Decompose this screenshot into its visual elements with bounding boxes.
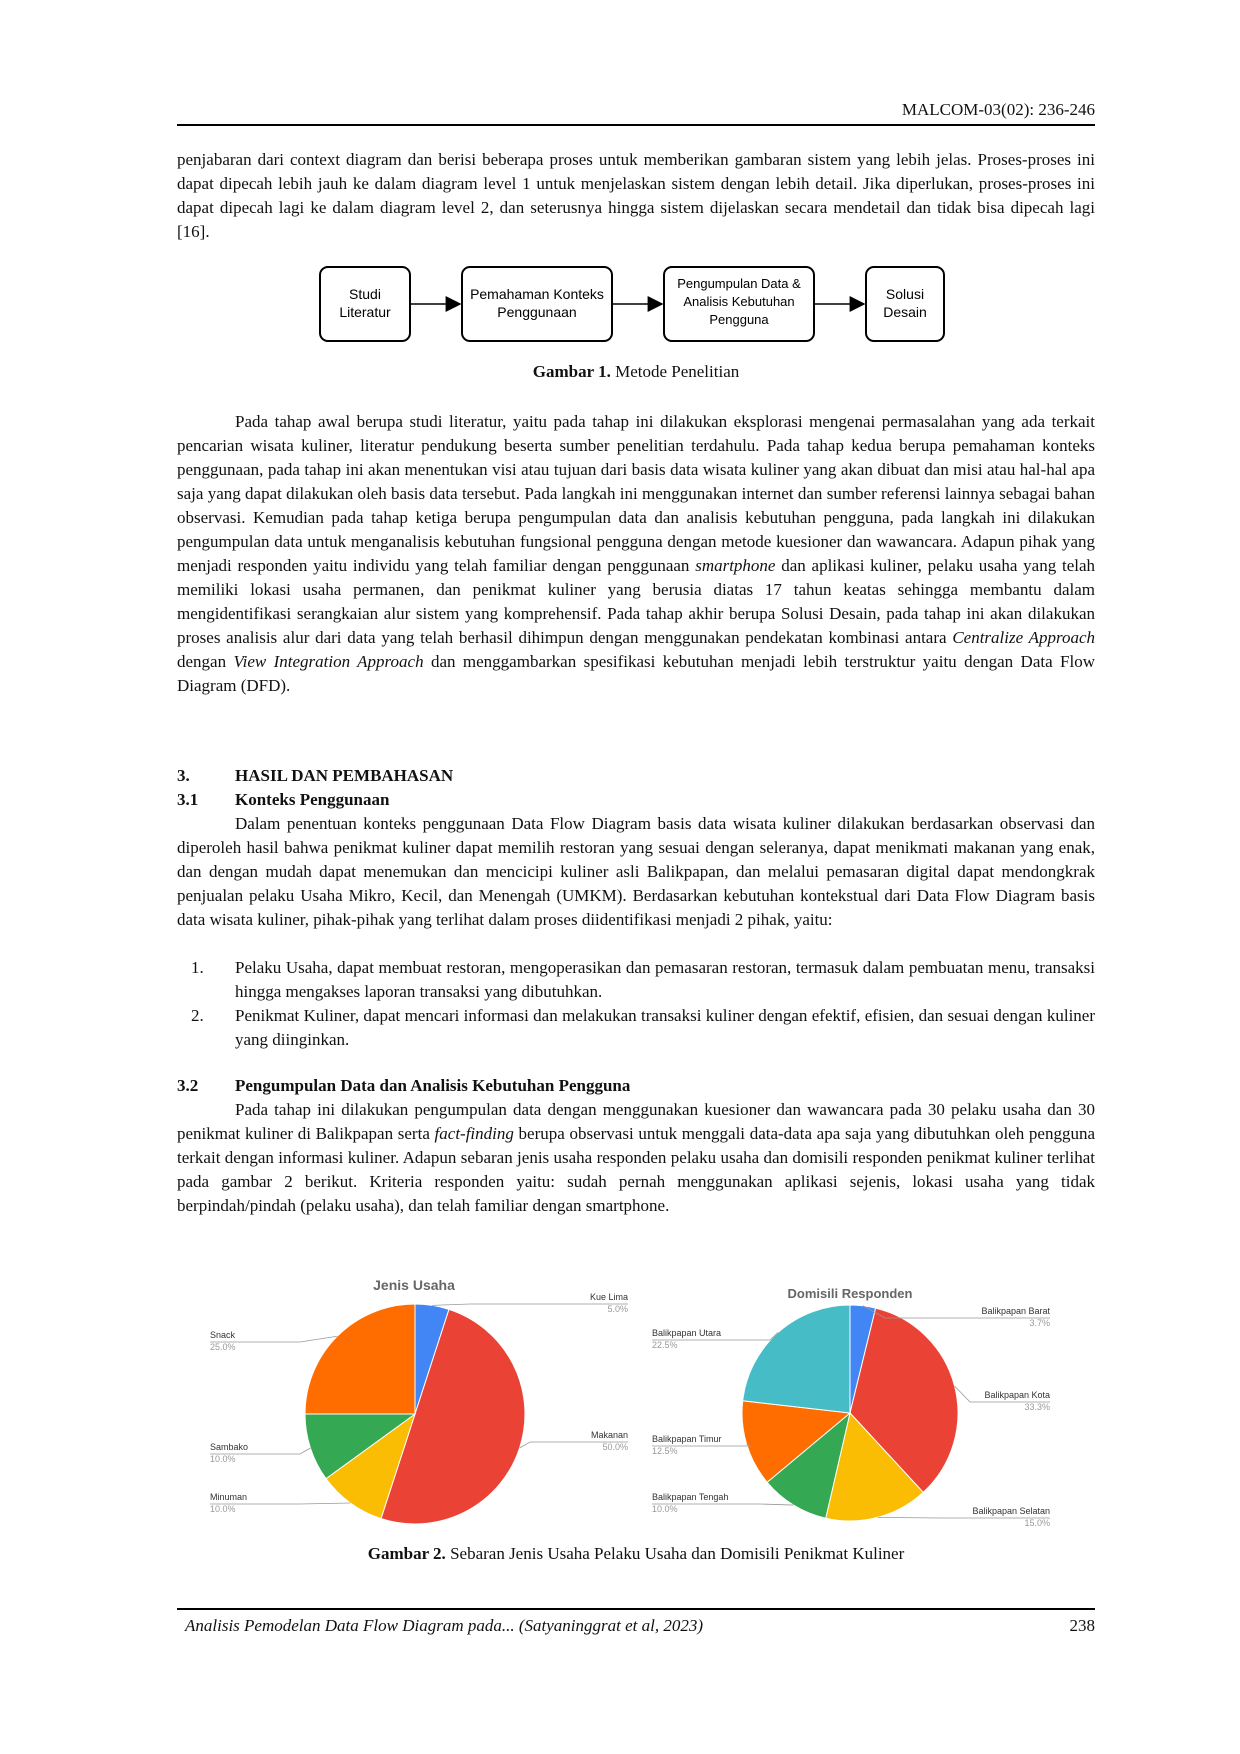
section-3-1-heading: 3.1 Konteks Penggunaan <box>177 790 390 809</box>
pie-category-label: Kue Lima <box>589 1292 628 1302</box>
pie-category-label: Balikpapan Selatan <box>972 1506 1050 1516</box>
pie-category-label: Balikpapan Tengah <box>652 1492 729 1502</box>
figure1-flow-diagram <box>315 262 955 352</box>
pie-value-label: 33.3% <box>1024 1402 1050 1412</box>
pie-value-label: 10.0% <box>210 1454 236 1464</box>
svg-text:Studi: Studi <box>349 286 381 302</box>
pie-value-label: 10.0% <box>210 1504 236 1514</box>
pie-category-label: Snack <box>210 1330 236 1340</box>
flow-box-solusi-desain <box>866 267 944 341</box>
pie-value-label: 12.5% <box>652 1446 678 1456</box>
pie-chart-jenis-usaha <box>200 1268 640 1544</box>
pie-chart-domisili-responden <box>640 1268 1060 1544</box>
pie-value-label: 50.0% <box>602 1442 628 1452</box>
figure2-caption <box>177 1544 1095 1564</box>
pie-category-label: Minuman <box>210 1492 248 1502</box>
pie-value-label: 25.0% <box>210 1342 236 1352</box>
svg-text:Solusi: Solusi <box>885 286 925 302</box>
figure2-caption-label: Gambar 2. <box>367 1544 446 1563</box>
pie-category-label: Makanan <box>590 1430 628 1440</box>
flow-box-studi-literatur <box>320 267 410 341</box>
pie-value-label: 22.5% <box>652 1340 678 1350</box>
intro-paragraph: penjabaran dari context diagram dan berisi beberapa proses untuk memberikan gambaran sistem yang lebih jelas. Proses-proses ini dapat dipecah lebih jauh ke dalam diagram level 1 untuk menjelaskan sistem dengan lebih detail. Jika diperlukan, proses-proses ini dapat dipecah lagi ke dalam diagram level 2, dan seterusnya hingga sistem dijelaskan secara mendetail dan tidak bisa dipecah lagi [16]. <box>177 150 1095 241</box>
list-item: 2. Penikmat Kuliner, dapat mencari informasi dan melakukan transaksi kuliner dengan efektif, efisien, dan sesuai dengan kuliner yang diinginkan. <box>191 1006 1095 1049</box>
pie-value-label: 15.0% <box>1024 1518 1050 1528</box>
svg-text:Penggunaan: Penggunaan <box>497 304 577 320</box>
chart-title: Jenis Usaha <box>373 1277 455 1293</box>
pie-category-label: Balikpapan Timur <box>652 1434 722 1444</box>
footer-rule <box>177 1608 1095 1610</box>
svg-text:Desain: Desain <box>883 304 927 320</box>
running-header: MALCOM-03(02): 236-246 <box>901 100 1095 119</box>
method-paragraph: Pada tahap awal berupa studi literatur, yaitu pada tahap ini dilakukan eksplorasi mengenai permasalahan yang ada terkait pencarian wisata kuliner, literatur pendukung beserta sumber penelitian terdahulu. Pada tahap kedua berupa pemahaman konteks penggunaan, pada tahap ini akan menentukan visi atau tujuan dari basis data wisata kuliner yang akan dibuat dan misi atau hal-hal apa saja yang dapat dilakukan oleh basis data tersebut. Pada langkah ini menggunakan internet dan sumber referensi lainnya sebagai bahan observasi. Kemudian pada tahap ketiga berupa pengumpulan data dan analisis kebutuhan pengguna, pada langkah ini dilakukan pengumpulan data untuk menganalisis kebutuhan fungsional pengguna dengan metode kuesioner dan wawancara. Adapun pihak yang menjadi responden yaitu individu yang telah familiar dengan penggunaan smartphone dan aplikasi kuliner, pelaku usaha yang telah memiliki lokasi usaha permanen, dan penikmat kuliner yang berusia diatas 17 tahun keatas sehingga membantu dalam mengidentifikasi serangkaian alur sistem yang komprehensif. Pada tahap akhir berupa Solusi Desain, pada tahap ini akan dilakukan proses analisis alur dari data yang telah berhasil dihimpun dengan menggunakan pendekatan kombinasi antara Centralize Approach dengan View Integration Approach dan menggambarkan spesifikasi kebutuhan menjadi lebih terstruktur yaitu dengan Data Flow Diagram (DFD). <box>177 412 1096 695</box>
page-number: 238 <box>1069 1616 1095 1635</box>
footer-citation: Analisis Pemodelan Data Flow Diagram pada... (Satyaninggrat et al, 2023) <box>185 1616 703 1635</box>
pie-value-label: 10.0% <box>652 1504 678 1514</box>
pie-category-label: Sambako <box>210 1442 249 1452</box>
svg-text:Pengumpulan Data &: Pengumpulan Data & <box>677 276 801 291</box>
pie-slice <box>305 1304 415 1414</box>
svg-text:Analisis Kebutuhan: Analisis Kebutuhan <box>683 294 795 309</box>
svg-text:Literatur: Literatur <box>339 304 391 320</box>
chart-title: Domisili Responden <box>787 1286 913 1301</box>
header-rule <box>177 124 1095 126</box>
svg-text:Pengguna: Pengguna <box>709 312 769 327</box>
pie-leader-line <box>432 1304 628 1305</box>
flow-box-pemahaman-konteks <box>462 267 612 341</box>
pie-category-label: Balikpapan Kota <box>984 1390 1050 1400</box>
svg-text:Pemahaman Konteks: Pemahaman Konteks <box>470 286 604 302</box>
figure2-caption-text: Sebaran Jenis Usaha Pelaku Usaha dan Domisili Penikmat Kuliner <box>450 1544 905 1563</box>
pie-category-label: Balikpapan Barat <box>981 1306 1050 1316</box>
context-paragraph: Dalam penentuan konteks penggunaan Data Flow Diagram basis data wisata kuliner dilakukan berdasarkan observasi dan diperoleh hasil bahwa penikmat kuliner dapat memilih restoran yang sesuai dengan seleranya, dapat menikmati makanan yang enak, dan dengan mudah dapat menemukan dan mencicipi kuliner asli Balikpapan, dan melalui pemasaran digital dapat mendongkrak penjualan pelaku Usaha Mikro, Kecil, dan Menengah (UMKM). Berdasarkan kebutuhan kontekstual dari Data Flow Diagram basis data wisata kuliner, pihak-pihak yang terlihat dalam proses diidentifikasi menjadi 2 pihak, yaitu: <box>177 814 1095 929</box>
pie-category-label: Balikpapan Utara <box>652 1328 722 1338</box>
stakeholder-list <box>177 956 1095 1052</box>
figure1-caption <box>177 362 1095 382</box>
data-paragraph: Pada tahap ini dilakukan pengumpulan data dengan menggunakan kuesioner dan wawancara pada 30 pelaku usaha dan 30 penikmat kuliner di Balikpapan serta fact-finding berupa observasi untuk menggali data-data apa saja yang dibutuhkan oleh pengguna terkait dengan informasi kuliner. Adapun sebaran jenis usaha responden pelaku usaha dan domisili responden penikmat kuliner terlihat pada gambar 2 berikut. Kriteria responden yaitu: sudah pernah menggunakan aplikasi sejenis, lokasi usaha yang tidak berpindah/pindah (pelaku usaha), dan telah familiar dengan smartphone. <box>177 1100 1095 1215</box>
section-3-heading: 3. HASIL DAN PEMBAHASAN <box>177 766 454 785</box>
figure1-caption-label: Gambar 1. <box>532 362 611 381</box>
section-3-2-heading: 3.2 Pengumpulan Data dan Analisis Kebutuhan Pengguna <box>177 1076 631 1095</box>
pie-slice <box>743 1305 850 1413</box>
pie-value-label: 5.0% <box>607 1304 628 1314</box>
list-item: 1. Pelaku Usaha, dapat membuat restoran, mengoperasikan dan pemasaran restoran, termasuk dalam pembuatan menu, transaksi hingga mengakses laporan transaksi yang dibutuhkan. <box>191 958 1095 1001</box>
figure1-caption-text: Metode Penelitian <box>615 362 740 381</box>
flow-box-pengumpulan-data <box>664 267 814 341</box>
pie-value-label: 3.7% <box>1029 1318 1050 1328</box>
